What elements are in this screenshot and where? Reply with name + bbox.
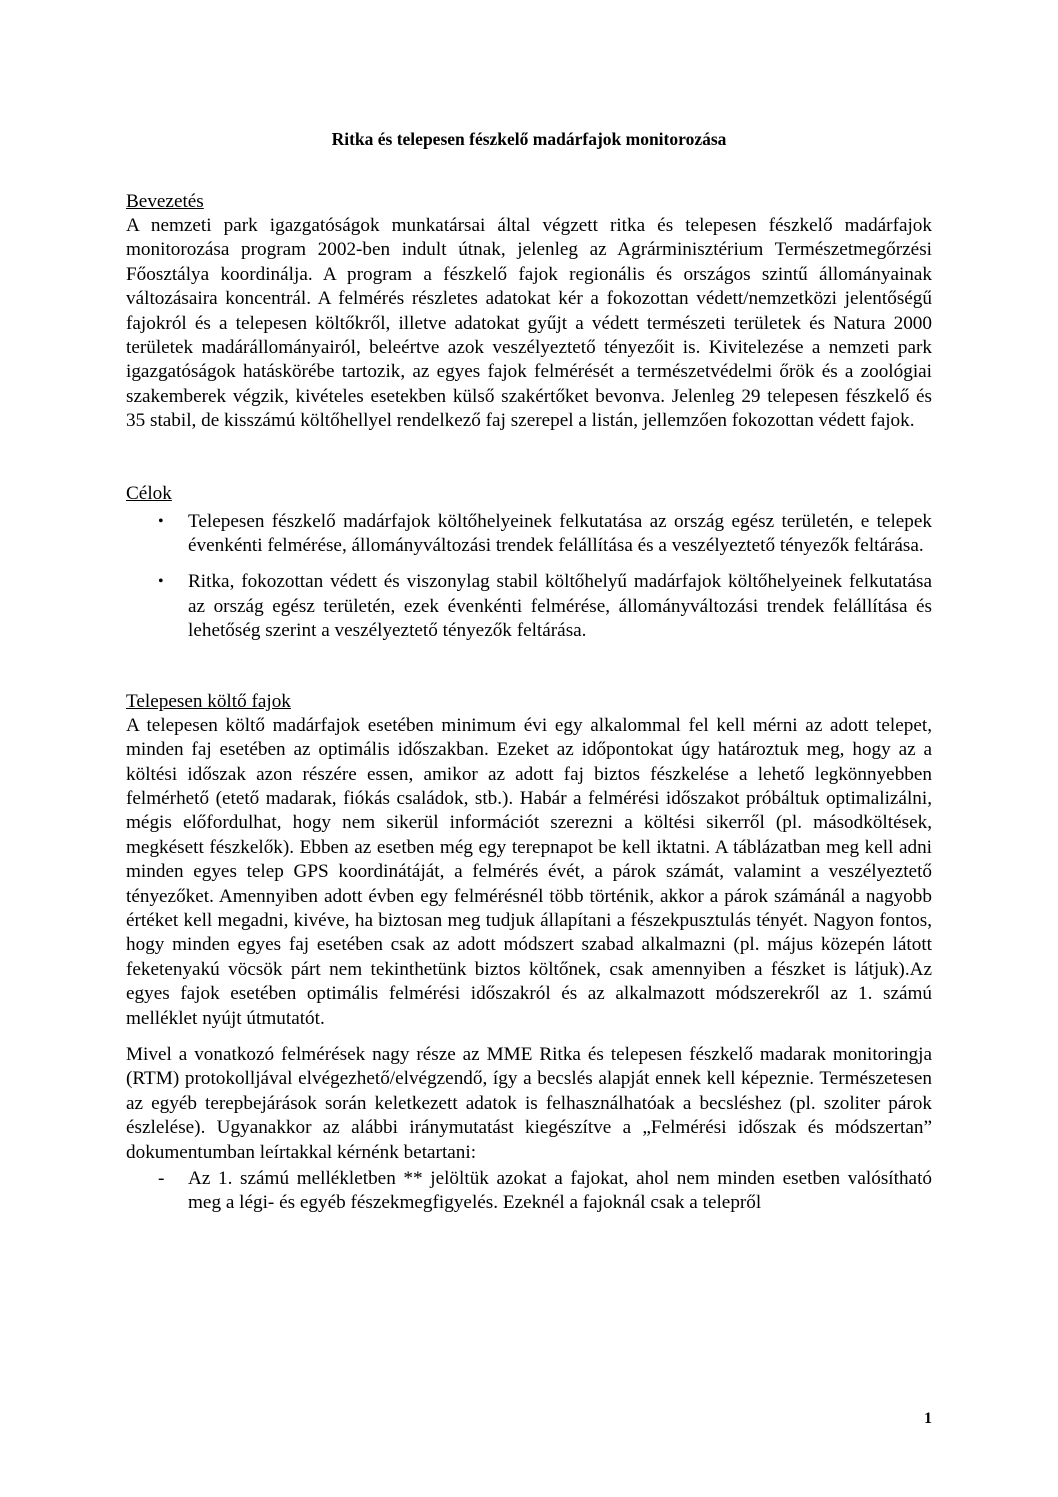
- dash-icon: -: [158, 1168, 165, 1189]
- intro-paragraph: A nemzeti park igazgatóságok munkatársai által végzett ritka és telepesen fészkelő madárfajok monitorozása program 2002-ben indult útnak, jelenleg az Agrárminisztérium Természetmegőrzési Főosztálya koordinálja. A program a fészkelő fajok regionális és országos szintű állományainak változásaira koncentrál. A felmérés részletes adatokat kér a fokozottan védett/nemzetközi jelentőségű fajokról és a telepesen költőkről, illetve adatokat gyűjt a védett természeti területek és Natura 2000 területek madárállományairól, beleértve azok veszélyeztető tényezőit is. Kivitelezése a nemzeti park igazgatóságok hatáskörébe tartozik, az egyes fajok felmérését a természetvédelmi őrök és a zoológiai szakemberek végzik, kivételes esetekben külső szakértőket bevonva. Jelenleg 29 telepesen fészkelő és 35 stabil, de kisszámú költőhellyel rendelkező faj szerepel a listán, jellemzően fokozottan védett fajok.: [126, 215, 932, 432]
- goal-text: Ritka, fokozottan védett és viszonylag stabil költőhelyű madárfajok költőhelyeinek felkutatása az ország egész területén, ezek évenkénti felmérése, állományváltozási trendek felállítása és lehetőség szerint a veszélyeztető tényezők feltárása.: [188, 571, 932, 642]
- bullet-icon: •: [158, 573, 164, 591]
- colonial-paragraph-1: A telepesen költő madárfajok esetében minimum évi egy alkalommal fel kell mérni az adott telepet, minden faj esetében az optimális időszakban. Ezeket az időpontokat úgy határoztuk meg, hogy az a költési időszak azon részére essen, amikor az adott faj biztos fészkelése a lehető legkönnyebben felmérhető (etető madarak, fiókás családok, stb.). Habár a felmérési időszakot próbáltuk optimalizálni, mégis előfordulhat, hogy nem sikerül információt szerezni a költési sikerről (pl. másodköltések, megkésett fészkelők). Ebben az esetben még egy terepnapot be kell iktatni. A táblázatban meg kell adni minden egyes telep GPS koordinátáját, a felmérés évét, a párok számát, valamint a veszélyeztető tényezőket. Amennyiben adott évben egy felmérésnél több történik, akkor a párok számánál a nagyobb értéket kell megadni, kivéve, ha biztosan meg tudjuk állapítani a fészekpusztulás tényét. Nagyon fontos, hogy minden egyes faj esetében csak az adott módszert szabad alkalmazni (pl. május közepén látott feketenyakú vöcsök párt nem tekinthetünk biztos költőnek, csak amennyiben a fészket is látjuk).Az egyes fajok esetében optimális felmérési időszakról és az alkalmazott módszerekről az 1. számú melléklet nyújt útmutatót.: [126, 714, 932, 1029]
- goals-list: [126, 510, 932, 644]
- colonial-paragraph-2: Mivel a vonatkozó felmérések nagy része az MME Ritka és telepesen fészkelő madarak monitoringja (RTM) protokolljával elvégezhető/elvégzendő, így a becslés alapját ennek kell képeznie. Természetesen az egyéb terepbejárások során keletkezett adatok is felhasználhatóak a becsléshez (pl. szoliter párok észlelése). Ugyanakkor az alábbi iránymutatást kiegészítve a „Felmérési időszak és módszertan” dokumentumban leírtakkal kérnénk betartani:: [126, 1043, 932, 1163]
- goal-text: Telepesen fészkelő madárfajok költőhelyeinek felkutatása az ország egész területén, e telepek évenkénti felmérése, állományváltozási trendek felállítása és a veszélyeztető tényezők feltárása.: [188, 510, 932, 557]
- list-item: [126, 1167, 932, 1216]
- dash-item-text: Az 1. számú mellékletben ** jelöltük azokat a fajokat, ahol nem minden esetben valósítható meg a légi- és egyéb fészekmegfigyelés. Ezeknél a fajoknál csak a telepről: [188, 1168, 932, 1214]
- colonial-dash-list: [126, 1167, 932, 1216]
- bullet-icon: •: [158, 512, 164, 530]
- list-item: [126, 510, 932, 559]
- section-heading-goals: Célok: [126, 482, 172, 504]
- document-title: Ritka és telepesen fészkelő madárfajok monitorozása: [331, 129, 727, 149]
- document-page: [126, 128, 932, 1216]
- section-heading-colonial: Telepesen költő fajok: [126, 690, 291, 712]
- list-item: [126, 570, 932, 643]
- section-heading-intro: Bevezetés: [126, 191, 204, 212]
- page-number: 1: [924, 1410, 932, 1427]
